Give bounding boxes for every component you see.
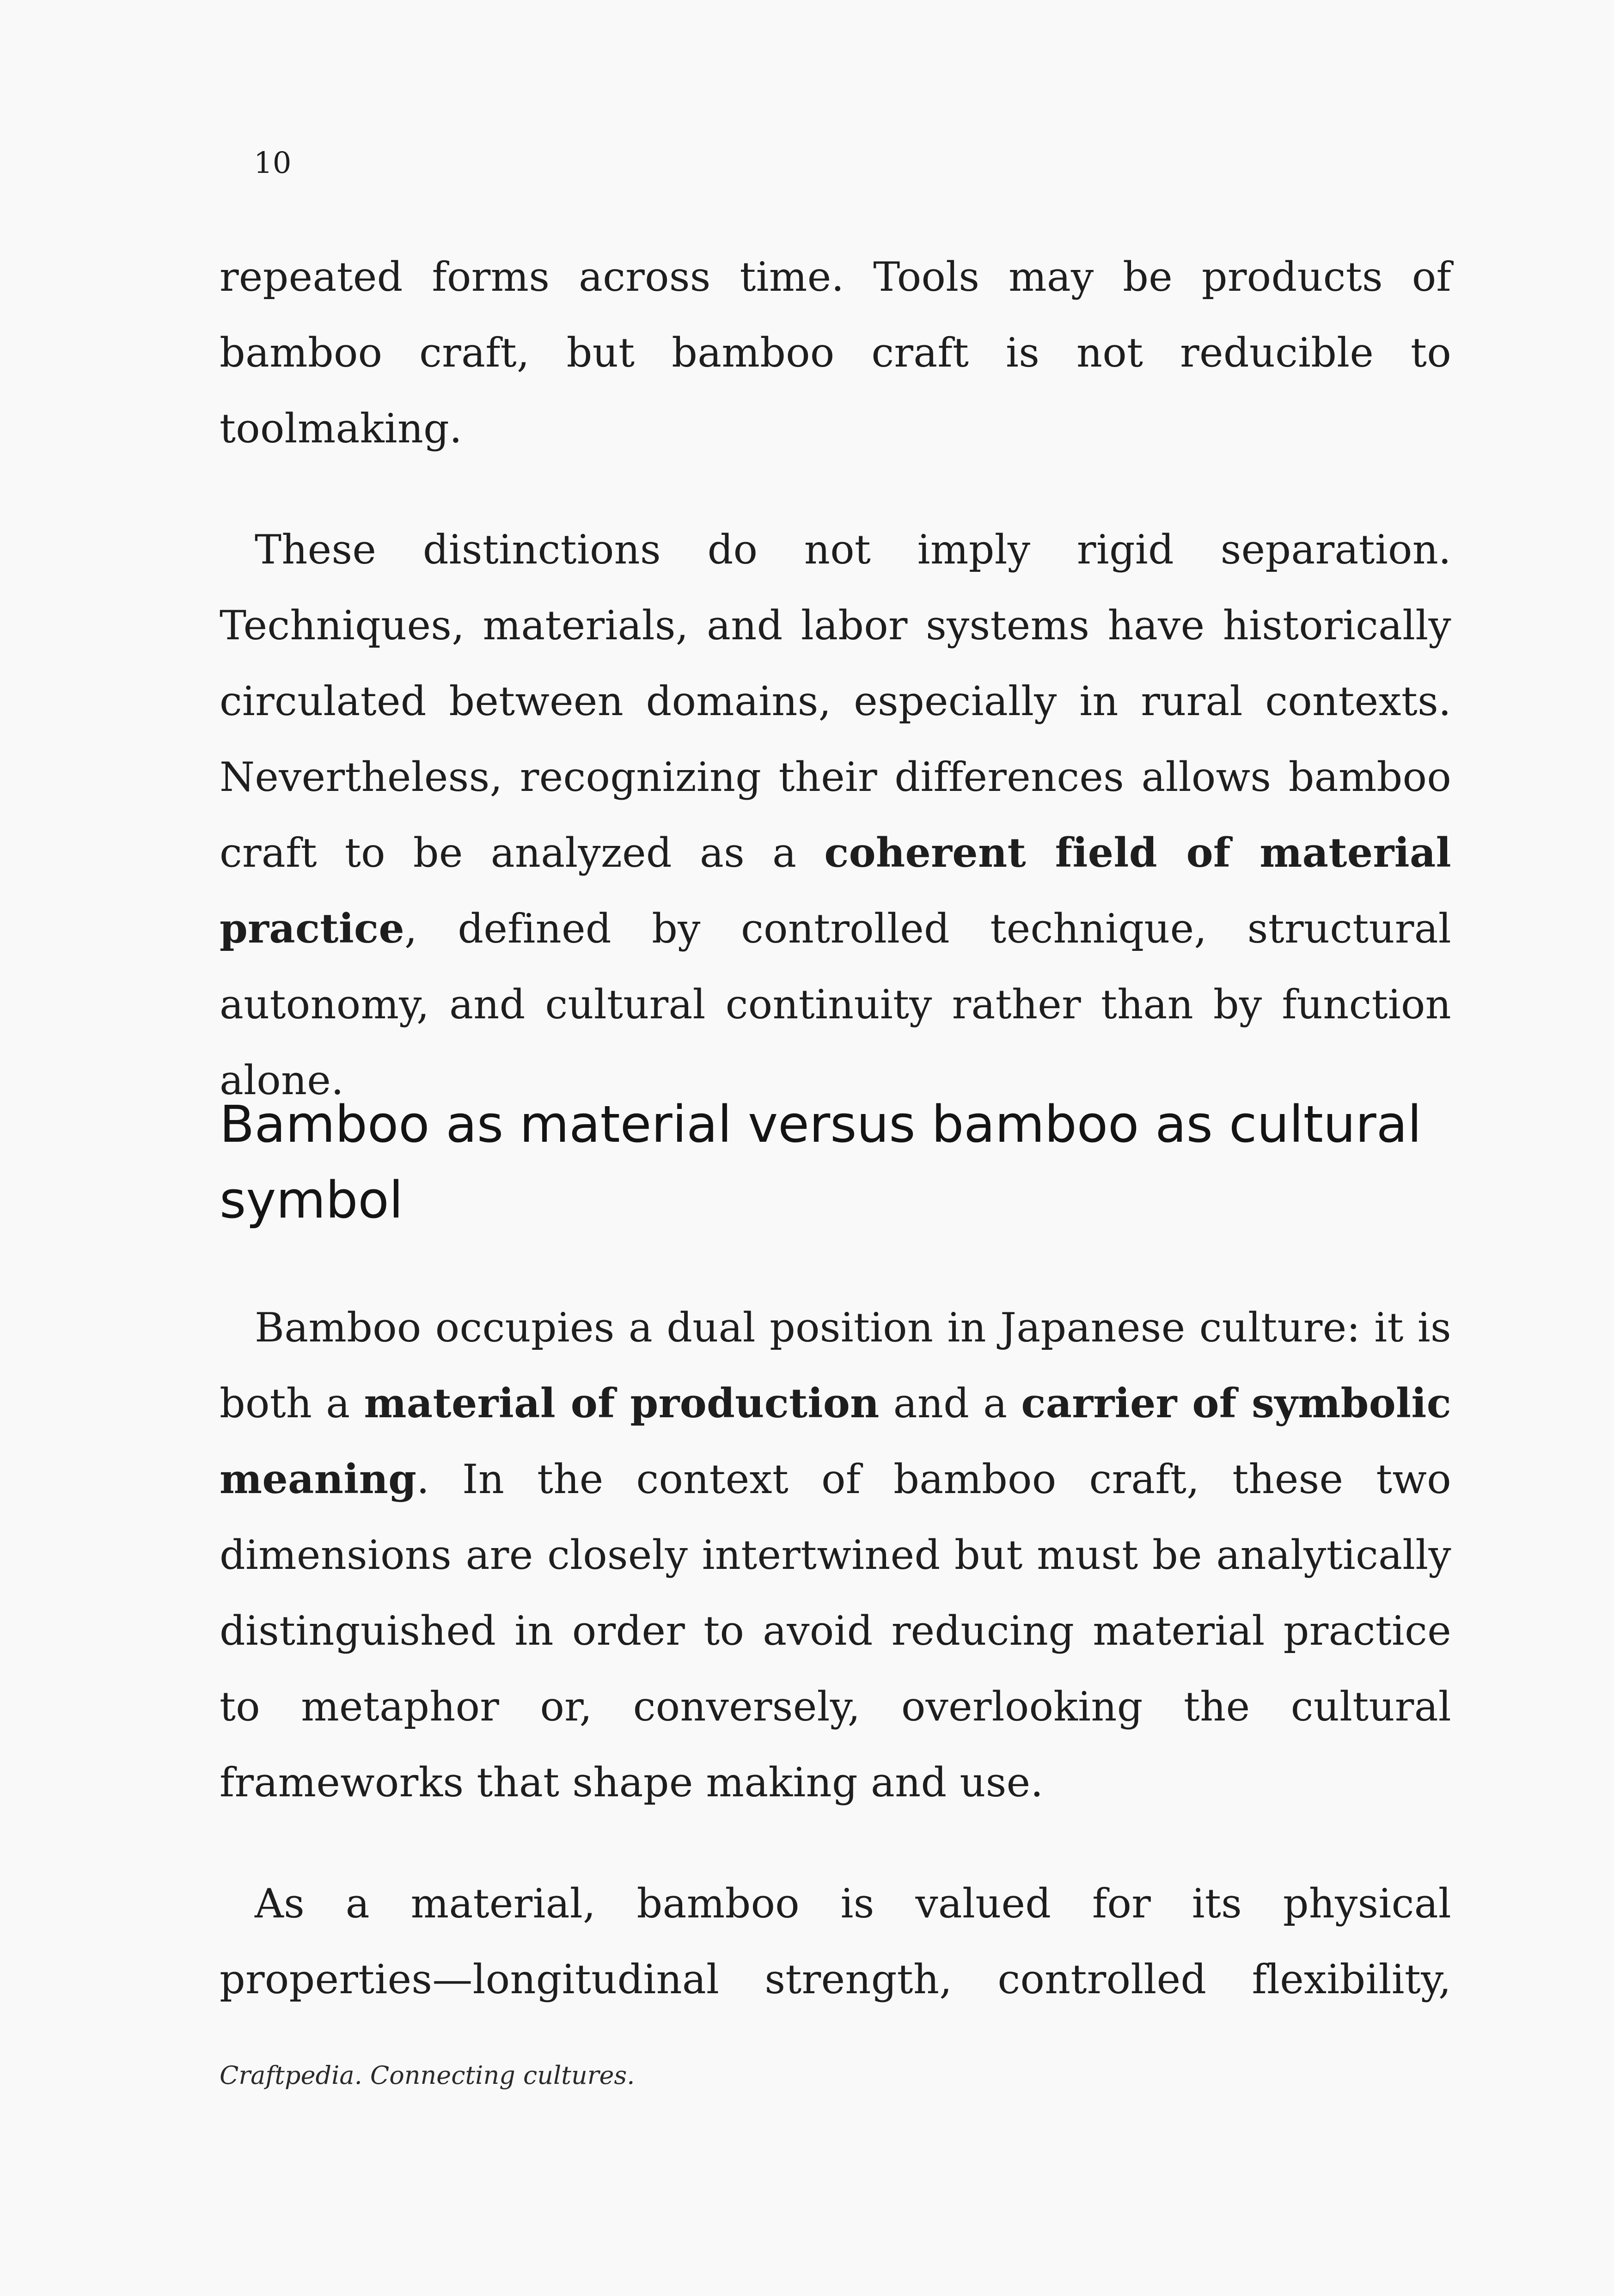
paragraph-text: and a xyxy=(879,1380,1021,1427)
paragraph-text: These distinctions do not imply rigid separation. Techniques, materials, and labor systems have historically circulated between domains, especially in rural contexts. Nevertheless, recognizing their differences allows bamboo craft to be analyzed as a xyxy=(220,526,1451,876)
paragraph-text: . In the context of bamboo craft, these two dimensions are closely intertwined but must be analytically distinguished in order to avoid reducing material practice to metaphor or, conversely, overlooking the cultural frameworks that shape making and use. xyxy=(220,1456,1451,1806)
emphasis-carrier-of-symbolic-meaning: carrier of symbolic meaning xyxy=(220,1379,1451,1503)
section-heading: Bamboo as material versus bamboo as cultural symbol xyxy=(220,1095,1422,1230)
page-footer: Craftpedia. Connecting cultures. xyxy=(220,2061,635,2090)
paragraph-continuation: repeated forms across time. Tools may be products of bamboo craft, but bamboo craft is not reducible to toolmaking. xyxy=(220,253,1451,452)
page-number: 10 xyxy=(254,146,292,180)
paragraph-dual-position xyxy=(220,1290,1451,1820)
paragraph-text: , defined by controlled technique, structural autonomy, and cultural continuity rather than by function alone. xyxy=(220,905,1451,1104)
emphasis-material-of-production: material of production xyxy=(364,1379,880,1427)
emphasis-coherent-field: coherent field of material practice xyxy=(220,829,1452,952)
paragraph-text: Bamboo occupies a dual position in Japanese culture: it is both a xyxy=(220,1304,1451,1427)
paragraph-distinctions xyxy=(220,512,1451,1118)
paragraph-material-properties: As a material, bamboo is valued for its physical properties—longitudinal strength, controlled flexibility, xyxy=(220,1880,1451,2003)
